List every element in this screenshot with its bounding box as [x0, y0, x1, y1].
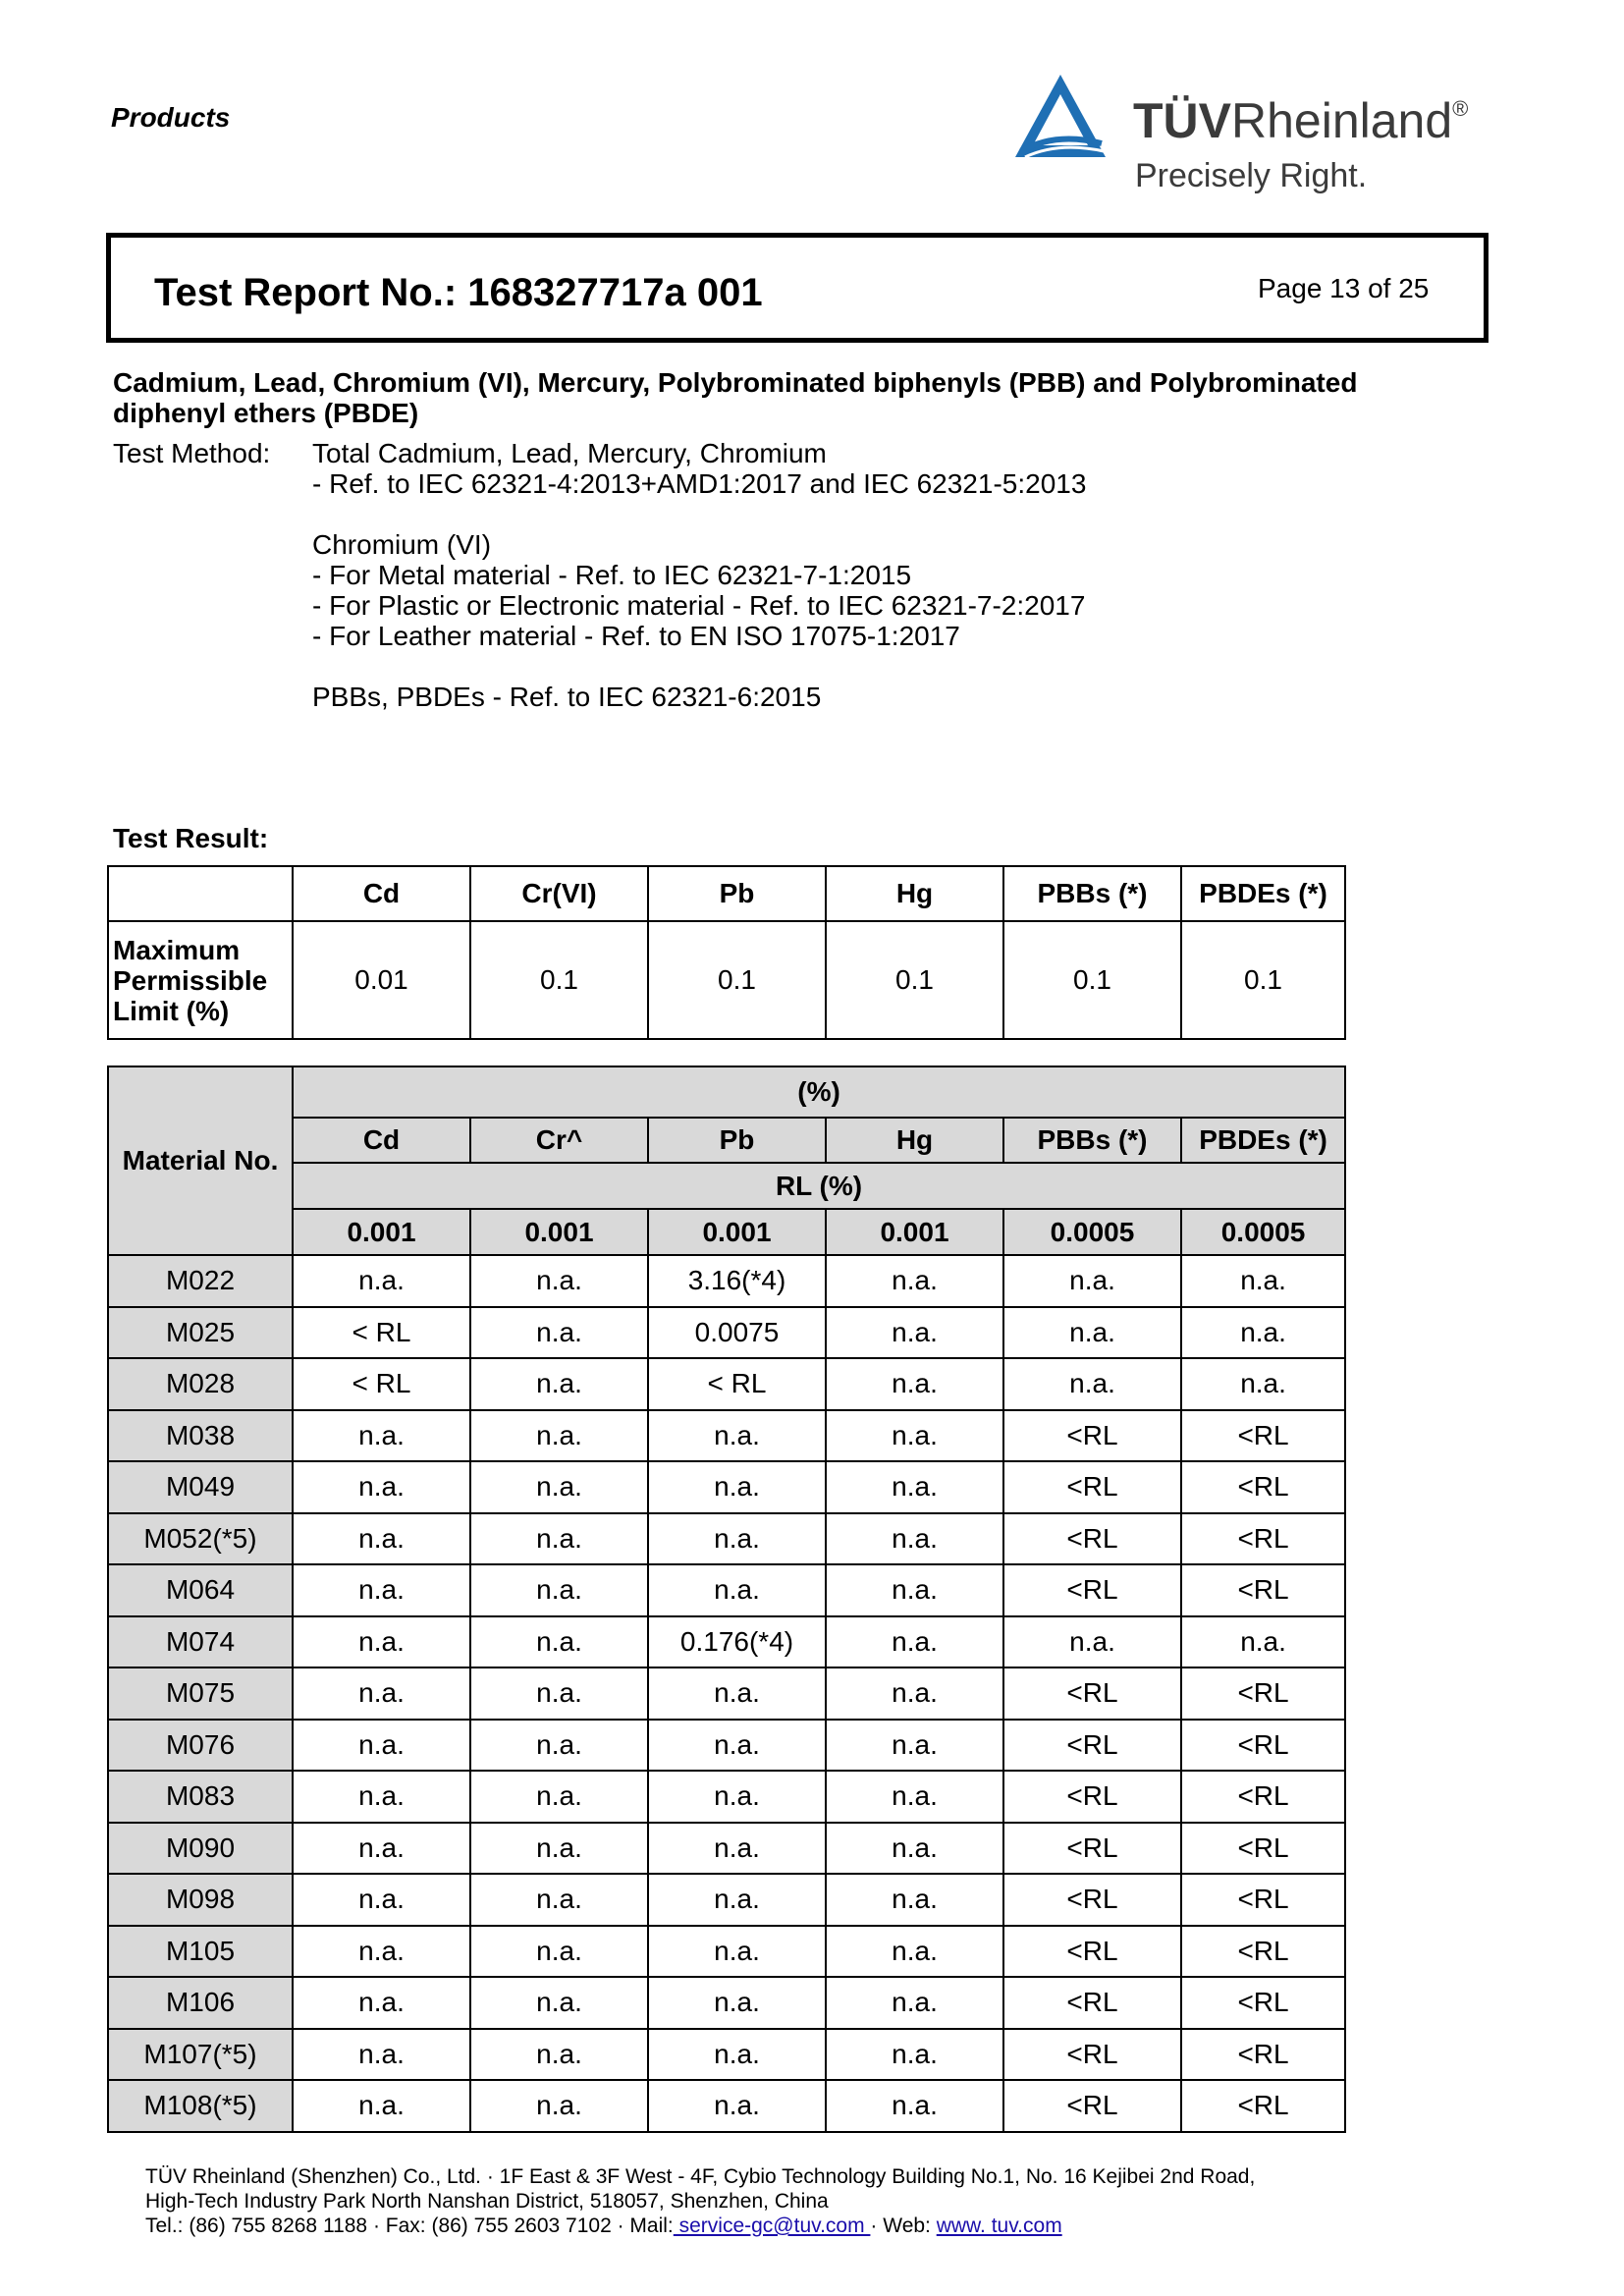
test-result-label: Test Result:	[113, 823, 269, 853]
results-column-header: Hg	[826, 1118, 1003, 1163]
result-value: <RL	[1003, 2080, 1181, 2132]
material-number: M106	[108, 1977, 293, 2029]
material-number: M049	[108, 1461, 293, 1513]
result-value: n.a.	[1003, 1616, 1181, 1668]
results-column-row	[108, 1118, 1345, 1163]
table-row	[108, 1358, 1345, 1410]
result-value: n.a.	[648, 2029, 826, 2081]
result-value: n.a.	[648, 1513, 826, 1565]
limits-value-row	[108, 921, 1345, 1039]
results-body	[108, 1255, 1345, 2132]
table-row	[108, 1823, 1345, 1875]
results-column-header: Cr^	[470, 1118, 648, 1163]
result-value: n.a.	[293, 2029, 470, 2081]
result-value: n.a.	[826, 1771, 1003, 1823]
result-value: <RL	[1003, 1823, 1181, 1875]
section-heading: Cadmium, Lead, Chromium (VI), Mercury, Polybrominated biphenyls (PBB) and Polybrominated diphenyl ethers (PBDE)	[113, 367, 1358, 428]
result-value: n.a.	[1181, 1358, 1345, 1410]
result-value: n.a.	[470, 1513, 648, 1565]
result-value: n.a.	[1003, 1255, 1181, 1307]
result-value: n.a.	[293, 1255, 470, 1307]
result-value: n.a.	[826, 1513, 1003, 1565]
table-row	[108, 1513, 1345, 1565]
result-value: n.a.	[293, 1977, 470, 2029]
material-number: M105	[108, 1926, 293, 1978]
result-value: n.a.	[826, 1358, 1003, 1410]
results-unit-row	[108, 1066, 1345, 1118]
limits-header-cell: Cd	[293, 866, 470, 921]
test-method-line: - Ref. to IEC 62321-4:2013+AMD1:2017 and IEC 62321-5:2013	[312, 468, 1087, 499]
material-number: M108(*5)	[108, 2080, 293, 2132]
material-number: M038	[108, 1410, 293, 1462]
result-value: <RL	[1181, 2080, 1345, 2132]
limits-table	[107, 865, 1346, 1040]
result-value: <RL	[1181, 1461, 1345, 1513]
result-value: n.a.	[470, 1977, 648, 2029]
material-number: M028	[108, 1358, 293, 1410]
table-row	[108, 1667, 1345, 1720]
limit-value: 0.1	[1003, 921, 1181, 1039]
results-table	[107, 1066, 1346, 2133]
result-value: <RL	[1181, 1771, 1345, 1823]
material-number: M064	[108, 1564, 293, 1616]
result-value: n.a.	[1181, 1307, 1345, 1359]
result-value: n.a.	[293, 1461, 470, 1513]
rl-value: 0.001	[470, 1209, 648, 1255]
table-row	[108, 1410, 1345, 1462]
result-value: n.a.	[470, 2029, 648, 2081]
result-value: n.a.	[293, 1823, 470, 1875]
result-value: <RL	[1003, 1771, 1181, 1823]
result-value: n.a.	[470, 1771, 648, 1823]
result-value: <RL	[1181, 2029, 1345, 2081]
table-row	[108, 2080, 1345, 2132]
result-value: n.a.	[470, 1358, 648, 1410]
test-method-label: Test Method:	[113, 438, 271, 468]
rl-value: 0.001	[293, 1209, 470, 1255]
limit-value: 0.01	[293, 921, 470, 1039]
table-row	[108, 1616, 1345, 1668]
result-value: <RL	[1181, 1513, 1345, 1565]
rl-value: 0.0005	[1003, 1209, 1181, 1255]
table-row	[108, 2029, 1345, 2081]
result-value: n.a.	[826, 1720, 1003, 1772]
result-value: n.a.	[470, 1616, 648, 1668]
result-value: <RL	[1003, 2029, 1181, 2081]
result-value: <RL	[1003, 1410, 1181, 1462]
table-row	[108, 1977, 1345, 2029]
results-rl-values-row	[108, 1209, 1345, 1255]
result-value: n.a.	[293, 1667, 470, 1720]
result-value: n.a.	[826, 1307, 1003, 1359]
result-value: n.a.	[1003, 1358, 1181, 1410]
result-value: <RL	[1181, 1410, 1345, 1462]
result-value: n.a.	[470, 1874, 648, 1926]
result-value: n.a.	[648, 1564, 826, 1616]
result-value: n.a.	[293, 1410, 470, 1462]
limits-header-cell: PBDEs (*)	[1181, 866, 1345, 921]
result-value: n.a.	[470, 1410, 648, 1462]
result-value: n.a.	[470, 1823, 648, 1875]
footer-address-line: High-Tech Industry Park North Nanshan District, 518057, Shenzhen, China	[145, 2190, 829, 2213]
result-value: n.a.	[470, 1667, 648, 1720]
rl-header: RL (%)	[293, 1163, 1345, 1209]
results-column-header: PBBs (*)	[1003, 1118, 1181, 1163]
result-value: n.a.	[826, 1410, 1003, 1462]
logo-tagline: Precisely Right.	[1135, 157, 1368, 194]
result-value: n.a.	[293, 1926, 470, 1978]
result-value: n.a.	[648, 2080, 826, 2132]
results-column-header: Pb	[648, 1118, 826, 1163]
test-method-line: - For Leather material - Ref. to EN ISO 17075-1:2017	[312, 621, 960, 651]
section-label: Products	[111, 102, 231, 133]
result-value: n.a.	[470, 1926, 648, 1978]
result-value: <RL	[1003, 1977, 1181, 2029]
result-value: <RL	[1181, 1977, 1345, 2029]
table-row	[108, 1255, 1345, 1307]
result-value: 0.0075	[648, 1307, 826, 1359]
result-value: <RL	[1181, 1564, 1345, 1616]
result-value: <RL	[1181, 1667, 1345, 1720]
result-value: n.a.	[826, 2080, 1003, 2132]
test-method-line: - For Metal material - Ref. to IEC 62321-7-1:2015	[312, 560, 912, 590]
table-row	[108, 1564, 1345, 1616]
limit-value: 0.1	[1181, 921, 1345, 1039]
result-value: n.a.	[470, 2080, 648, 2132]
result-value: n.a.	[293, 1771, 470, 1823]
limits-header-cell: Pb	[648, 866, 826, 921]
result-value: n.a.	[648, 1823, 826, 1875]
report-header-box	[106, 233, 1489, 343]
result-value: n.a.	[648, 1720, 826, 1772]
registered-mark: ®	[1452, 96, 1469, 121]
result-value: n.a.	[293, 1720, 470, 1772]
results-column-header: PBDEs (*)	[1181, 1118, 1345, 1163]
tuv-rheinland-logo	[1011, 65, 1502, 202]
result-value: n.a.	[826, 1564, 1003, 1616]
rl-value: 0.001	[648, 1209, 826, 1255]
material-number: M076	[108, 1720, 293, 1772]
test-method-lines	[312, 438, 1086, 712]
result-value: n.a.	[293, 1616, 470, 1668]
material-number: M107(*5)	[108, 2029, 293, 2081]
table-row	[108, 1926, 1345, 1978]
result-value: <RL	[1181, 1874, 1345, 1926]
results-header	[108, 1066, 1345, 1255]
result-value: <RL	[1003, 1564, 1181, 1616]
limits-header-cell: Hg	[826, 866, 1003, 921]
result-value: <RL	[1003, 1667, 1181, 1720]
result-value: <RL	[1181, 1926, 1345, 1978]
material-number: M075	[108, 1667, 293, 1720]
limits-header-row	[108, 866, 1345, 921]
limits-header-cell: PBBs (*)	[1003, 866, 1181, 921]
result-value: n.a.	[648, 1461, 826, 1513]
result-value: <RL	[1003, 1461, 1181, 1513]
result-value: n.a.	[470, 1461, 648, 1513]
result-value: n.a.	[648, 1410, 826, 1462]
result-value: n.a.	[826, 1667, 1003, 1720]
footer	[145, 2164, 1255, 2238]
result-value: <RL	[1181, 1823, 1345, 1875]
table-row	[108, 1874, 1345, 1926]
result-value: n.a.	[826, 1461, 1003, 1513]
test-method-line: - For Plastic or Electronic material - Ref. to IEC 62321-7-2:2017	[312, 590, 1086, 621]
limits-row-label: Maximum Permissible Limit (%)	[108, 921, 293, 1039]
footer-contact-line	[145, 2214, 1255, 2238]
footer-phone-fax: Tel.: (86) 755 8268 1188 · Fax: (86) 755 2603 7102 · Mail:	[145, 2214, 674, 2237]
result-value: n.a.	[470, 1564, 648, 1616]
result-value: <RL	[1003, 1874, 1181, 1926]
result-value: n.a.	[648, 1977, 826, 2029]
result-value: <RL	[1003, 1720, 1181, 1772]
footer-address-line: TÜV Rheinland (Shenzhen) Co., Ltd. · 1F East & 3F West - 4F, Cybio Technology Building No.1, No. 16 Kejibei 2nd Road,	[145, 2165, 1256, 2188]
test-method-line: PBBs, PBDEs - Ref. to IEC 62321-6:2015	[312, 682, 822, 712]
result-value: n.a.	[293, 1564, 470, 1616]
material-number: M090	[108, 1823, 293, 1875]
result-value: < RL	[648, 1358, 826, 1410]
result-value: n.a.	[293, 1874, 470, 1926]
result-value: n.a.	[826, 2029, 1003, 2081]
result-value: 3.16(*4)	[648, 1255, 826, 1307]
result-value: n.a.	[1181, 1255, 1345, 1307]
limits-corner-cell	[108, 866, 293, 921]
rl-value: 0.0005	[1181, 1209, 1345, 1255]
material-number: M052(*5)	[108, 1513, 293, 1565]
result-value: n.a.	[470, 1720, 648, 1772]
result-value: <RL	[1003, 1926, 1181, 1978]
result-value: <RL	[1003, 1513, 1181, 1565]
result-value: n.a.	[826, 1977, 1003, 2029]
email-link[interactable]: service-gc@tuv.com	[673, 2214, 871, 2237]
limit-value: 0.1	[470, 921, 648, 1039]
result-value: < RL	[293, 1358, 470, 1410]
test-method-line: Chromium (VI)	[312, 529, 492, 560]
material-number: M083	[108, 1771, 293, 1823]
table-row	[108, 1720, 1345, 1772]
result-value: n.a.	[826, 1926, 1003, 1978]
footer-web-label: · Web:	[870, 2214, 937, 2237]
result-value: n.a.	[648, 1667, 826, 1720]
limit-value: 0.1	[826, 921, 1003, 1039]
material-number-header: Material No.	[108, 1066, 293, 1255]
results-rl-row	[108, 1163, 1345, 1209]
page-number: Page 13 of 25	[1258, 273, 1430, 303]
logo-brand-rest: Rheinland	[1231, 93, 1453, 148]
result-value: n.a.	[470, 1307, 648, 1359]
table-row	[108, 1307, 1345, 1359]
triangle-logo-icon	[1011, 73, 1110, 161]
material-number: M025	[108, 1307, 293, 1359]
material-number: M022	[108, 1255, 293, 1307]
result-value: <RL	[1181, 1720, 1345, 1772]
rl-value: 0.001	[826, 1209, 1003, 1255]
result-value: n.a.	[826, 1255, 1003, 1307]
result-value: n.a.	[648, 1926, 826, 1978]
web-link[interactable]: www. tuv.com	[936, 2214, 1062, 2237]
test-method-line	[312, 499, 1086, 529]
result-value: n.a.	[648, 1874, 826, 1926]
result-value: n.a.	[826, 1823, 1003, 1875]
table-row	[108, 1771, 1345, 1823]
result-value: < RL	[293, 1307, 470, 1359]
result-value: n.a.	[470, 1255, 648, 1307]
result-value: n.a.	[293, 1513, 470, 1565]
unit-header: (%)	[293, 1066, 1345, 1118]
test-method-line	[312, 651, 1086, 682]
result-value: n.a.	[1003, 1307, 1181, 1359]
limit-value: 0.1	[648, 921, 826, 1039]
result-value: n.a.	[826, 1616, 1003, 1668]
results-column-header: Cd	[293, 1118, 470, 1163]
material-number: M074	[108, 1616, 293, 1668]
report-title: Test Report No.: 168327717a 001	[154, 271, 763, 314]
test-method-line: Total Cadmium, Lead, Mercury, Chromium	[312, 438, 827, 468]
result-value: n.a.	[1181, 1616, 1345, 1668]
material-number: M098	[108, 1874, 293, 1926]
result-value: n.a.	[826, 1874, 1003, 1926]
limits-header-cell: Cr(VI)	[470, 866, 648, 921]
logo-brand-bold: TÜV	[1133, 93, 1231, 148]
result-value: n.a.	[648, 1771, 826, 1823]
table-row	[108, 1461, 1345, 1513]
result-value: 0.176(*4)	[648, 1616, 826, 1668]
result-value: n.a.	[293, 2080, 470, 2132]
